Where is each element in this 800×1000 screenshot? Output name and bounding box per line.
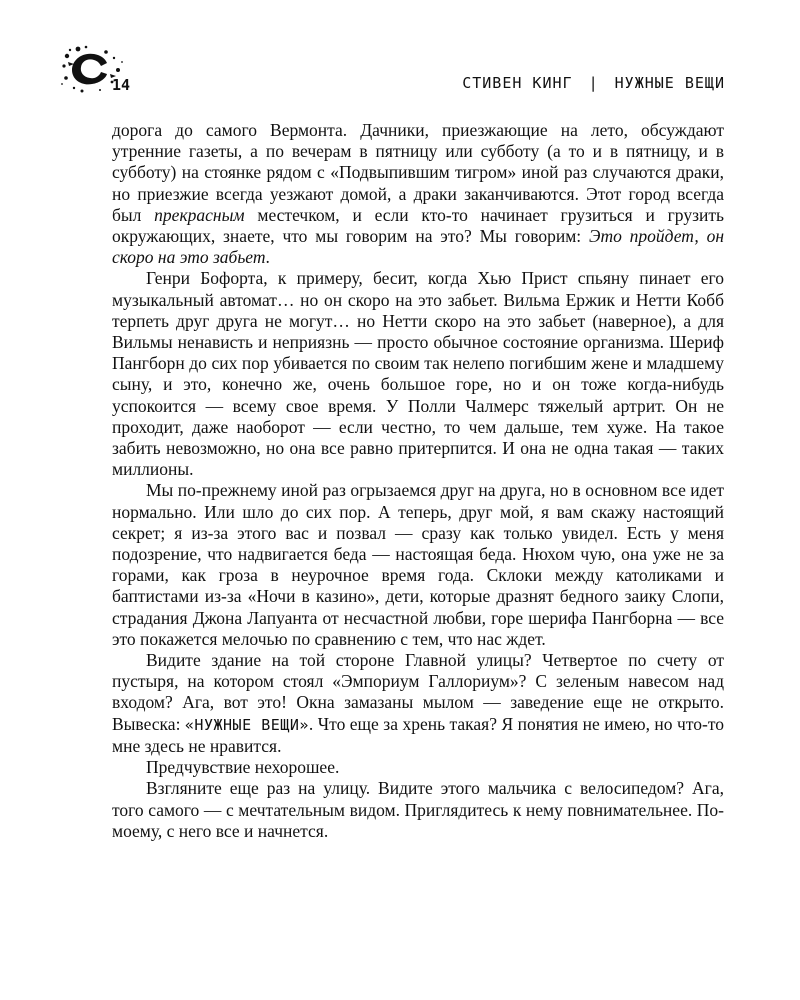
body-text — [112, 120, 724, 842]
running-head — [462, 74, 725, 92]
page-header — [60, 44, 725, 96]
paragraph-4 — [112, 650, 724, 757]
book-title: НУЖНЫЕ ВЕЩИ — [614, 74, 725, 92]
paragraph-2: Генри Бофорта, к примеру, бесит, когда Хью Прист спьяну пинает его музыкальный автомат… но он скоро на это забьет. Вильма Ержик и Нетти Кобб терпеть друг друга не могут… но Нетти скоро на это забьет (наверное), а для Вильмы ненависть и неприязнь — просто обычное состояние организма. Шериф Пангборн до сих пор убивается по своим так нелепо погибшим жене и младшему сыну, и это, конечно же, очень большое горе, но и он тоже когда-нибудь успокоится — всему свое время. У Полли Чалмерс тяжелый артрит. Он не проходит, даже наоборот — если честно, то чем дальше, тем хуже. На такое забить невозможно, но она все равно притерпится. И она не одна такая — таких миллионы. — [112, 268, 724, 480]
page-number: 14 — [112, 76, 131, 94]
header-separator: | — [588, 74, 599, 92]
author-name: СТИВЕН КИНГ — [462, 74, 573, 92]
emphasis-text: Это пройдет, он скоро на это забьет — [112, 226, 724, 268]
text-run: местечком, и если кто-то начинает грузиться и грузить окружающих, знаете, что мы говорим на это? Мы говорим: — [112, 204, 724, 247]
paragraph-1 — [112, 120, 724, 268]
emphasis-text: прекрасным — [154, 204, 245, 225]
text-run: . Что еще за хрень такая? Я понятия не имею, но что-то мне здесь не нравится. — [112, 713, 724, 756]
paragraph-3: Мы по-прежнему иной раз огрызаемся друг на друга, но в основном все идет нормально. Или шло до сих пор. А теперь, друг мой, я вам скажу настоящий секрет; я из-за этого вас и позвал — сразу как только увидел. Есть у меня подозрение, что надвигается беда — настоящая беда. Нюхом чую, она уже не за горами, как гроза в неурочное время года. Склоки между католиками и баптистами из-за «Ночи в казино», дети, которые дразнят бедного заику Слопи, страдания Джона Лапуанта от несчастной любви, горе шерифа Пангборна — все это покажется мелочью по сравнению с тем, что нас ждет. — [112, 480, 724, 649]
paragraph-6: Взгляните еще раз на улицу. Видите этого мальчика с велосипедом? Ага, того самого — с мечтательным видом. Приглядитесь к нему повнимательнее. По-моему, с него все и начнется. — [112, 778, 724, 841]
text-run: . — [265, 247, 270, 268]
paragraph-5: Предчувствие нехорошее. — [146, 757, 340, 778]
sign-text: «НУЖНЫЕ ВЕЩИ» — [184, 715, 309, 734]
text-run: дорога до самого Вермонта. Дачники, приезжающие на лето, обсуждают утренние газеты, а по вечерам в пятницу или субботу (а то и в пятницу, и в субботу) на стоянке рядом с «Подвыпившим тигром» иной раз случаются драки, но приезжие всегда уезжают домой, а драки заканчиваются. Этот город всегда был — [112, 120, 724, 225]
text-run: Видите здание на той стороне Главной улицы? Четвертое по счету от пустыря, на котором стоял «Эмпориум Галлориум»? С зеленым навесом над входом? Ага, вот это! Окна замазаны мылом — заведение еще не открыто. Вывеска: — [112, 650, 724, 734]
